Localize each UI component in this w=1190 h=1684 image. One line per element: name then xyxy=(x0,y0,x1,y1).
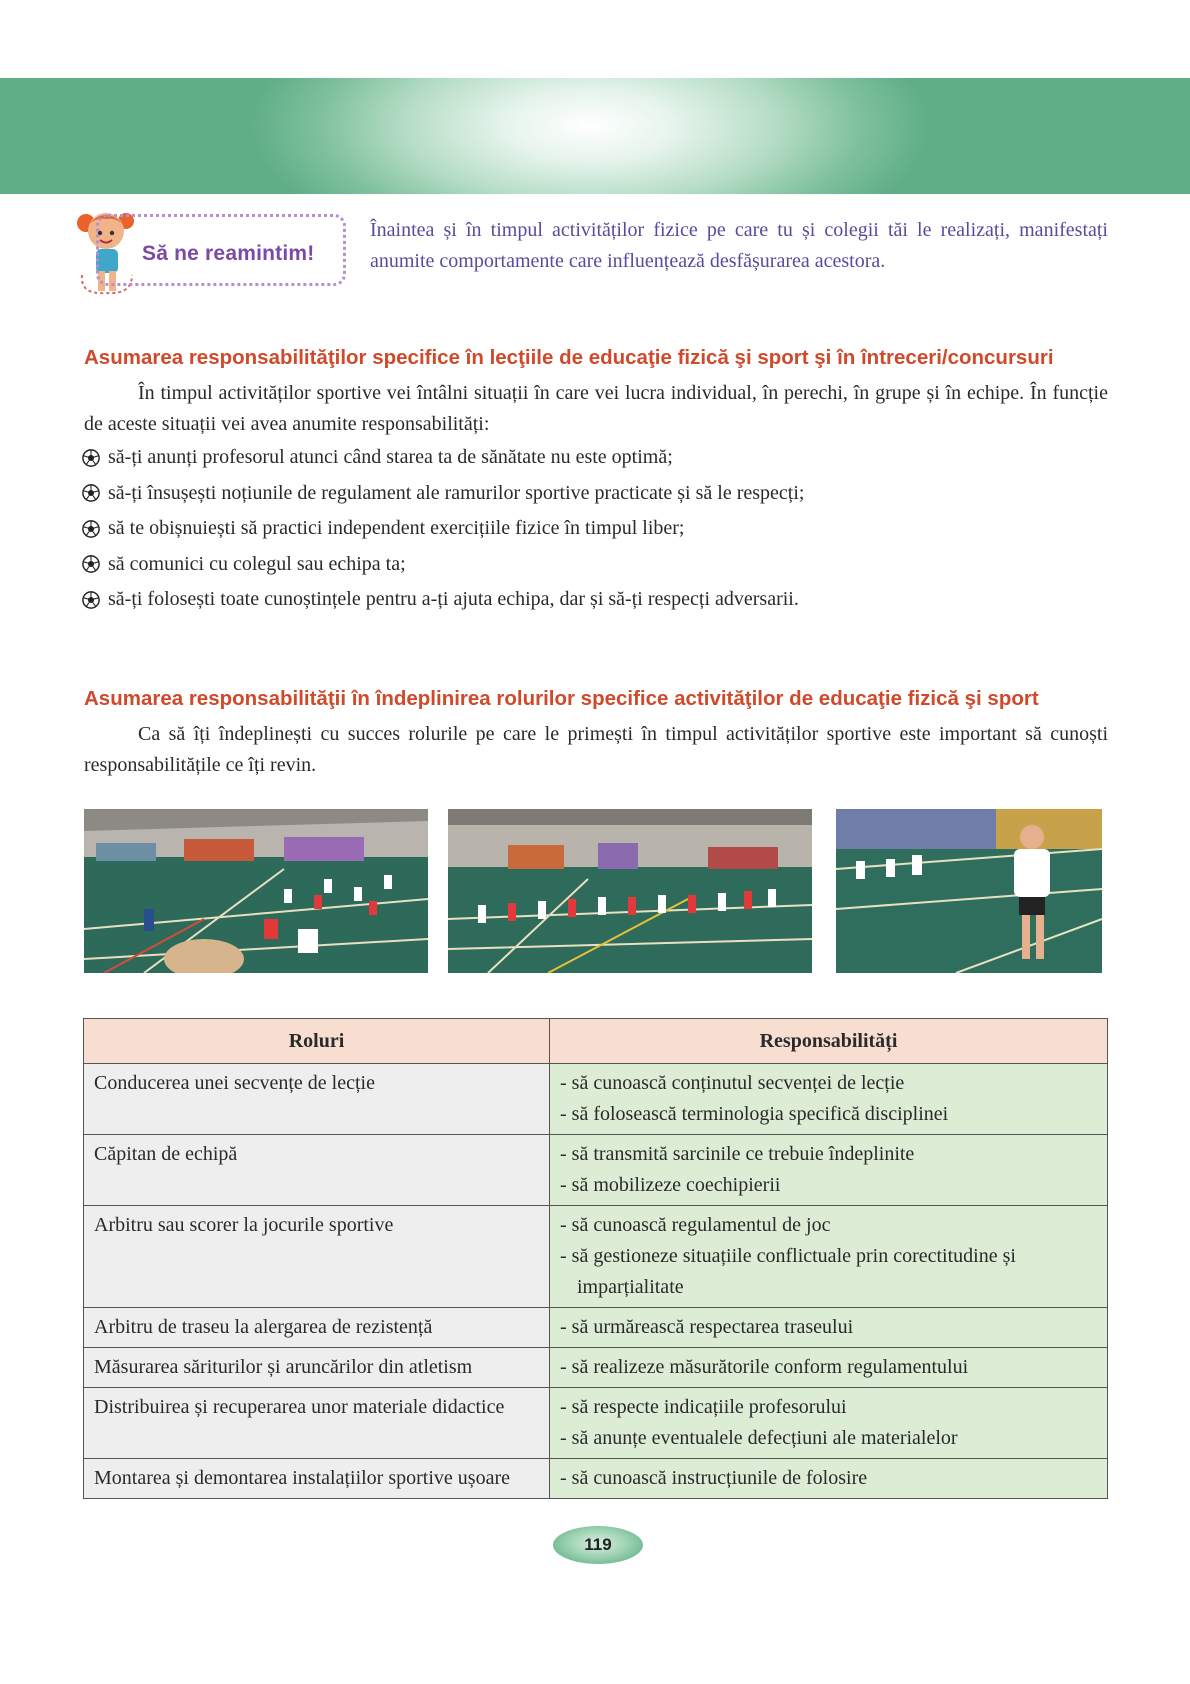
list-item-text: să comunici cu colegul sau echipa ta; xyxy=(108,552,406,575)
column-header-responsibilities: Responsabilități xyxy=(550,1019,1108,1064)
soccer-ball-icon xyxy=(82,449,100,467)
role-cell: Arbitru sau scorer la jocurile sportive xyxy=(84,1206,550,1308)
gym-photo-3 xyxy=(836,809,1102,973)
responsibility-item: - să cunoască regulamentul de joc xyxy=(560,1214,831,1236)
soccer-ball-icon xyxy=(82,520,100,538)
responsibility-cell xyxy=(550,1064,1108,1135)
roles-table xyxy=(83,1018,1108,1499)
header-banner xyxy=(0,78,1190,194)
reminder-title: Să ne reamintim! xyxy=(142,242,315,265)
reminder-text: Înaintea și în timpul activităților fizice pe care tu și colegii tăi le realizați, manifestați anumite comportamente care influențează desfășurarea acestora. xyxy=(370,219,1108,272)
role-cell: Conducerea unei secvențe de lecție xyxy=(84,1064,550,1135)
role-cell: Distribuirea și recuperarea unor materiale didactice xyxy=(84,1388,550,1459)
soccer-ball-icon xyxy=(82,591,100,609)
list-item xyxy=(82,547,1112,583)
responsibility-cell xyxy=(550,1388,1108,1459)
responsibility-item: - să transmită sarcinile ce trebuie îndeplinite xyxy=(560,1143,915,1165)
responsibilities-list xyxy=(82,440,1112,618)
section-intro-paragraph: Ca să îți îndeplinești cu succes rolurile pe care le primești în timpul activităților sportive este important să cunoști responsabilitățile ce îți revin. xyxy=(84,723,1108,776)
list-item xyxy=(82,440,1112,476)
responsibility-cell xyxy=(550,1308,1108,1348)
column-header-roles: Roluri xyxy=(84,1019,550,1064)
table-row xyxy=(84,1206,1108,1308)
role-cell: Măsurarea săriturilor și aruncărilor din atletism xyxy=(84,1348,550,1388)
table-row xyxy=(84,1459,1108,1499)
responsibility-item: - să mobilizeze coechipierii xyxy=(560,1174,781,1196)
responsibility-cell xyxy=(550,1206,1108,1308)
responsibility-item: - să realizeze măsurătorile conform regulamentului xyxy=(560,1356,969,1378)
list-item-text: să te obișnuiești să practici independent exercițiile fizice în timpul liber; xyxy=(108,517,685,540)
section-intro-paragraph: În timpul activităților sportive vei întâlni situații în care vei lucra individual, în perechi, în grupe și în echipe. În funcție de aceste situații vei avea anumite responsabilități: xyxy=(84,382,1108,435)
list-item xyxy=(82,511,1112,547)
table-row xyxy=(84,1388,1108,1459)
responsibility-cell xyxy=(550,1135,1108,1206)
section-heading-roles: Asumarea responsabilităţii în îndeplinirea rolurilor specifice activităţilor de educaţie fizică şi sport xyxy=(84,687,1039,710)
table-row xyxy=(84,1064,1108,1135)
role-cell: Căpitan de echipă xyxy=(84,1135,550,1206)
responsibility-item: - să folosească terminologia specifică disciplinei xyxy=(560,1103,949,1125)
gym-photo-1 xyxy=(84,809,428,973)
section-heading-responsibilities: Asumarea responsabilităţilor specifice în lecţiile de educaţie fizică şi sport şi în întreceri/concursuri xyxy=(84,346,1054,369)
responsibility-item: - să cunoască conținutul secvenței de lecție xyxy=(560,1072,905,1094)
responsibility-item: - să respecte indicațiile profesorului xyxy=(560,1396,847,1418)
table-row xyxy=(84,1135,1108,1206)
responsibility-cell xyxy=(550,1348,1108,1388)
responsibility-item: - să gestioneze situațiile conflictuale prin corectitudine și imparțialitate xyxy=(560,1245,1016,1298)
responsibility-item: - să cunoască instrucțiunile de folosire xyxy=(560,1467,868,1489)
responsibility-cell xyxy=(550,1459,1108,1499)
role-cell: Montarea și demontarea instalațiilor sportive ușoare xyxy=(84,1459,550,1499)
table-row xyxy=(84,1348,1108,1388)
page-number: 119 xyxy=(553,1526,643,1564)
responsibility-item: - să urmărească respectarea traseului xyxy=(560,1316,854,1338)
list-item-text: să-ți însușești noțiunile de regulament ale ramurilor sportive practicate și să le respecți; xyxy=(108,481,805,504)
gym-photo-2 xyxy=(448,809,812,973)
responsibility-item: - să anunțe eventualele defecțiuni ale materialelor xyxy=(560,1427,958,1449)
list-item-text: să-ți anunți profesorul atunci când starea ta de sănătate nu este optimă; xyxy=(108,446,673,469)
soccer-ball-icon xyxy=(82,484,100,502)
list-item xyxy=(82,476,1112,512)
soccer-ball-icon xyxy=(82,555,100,573)
table-row xyxy=(84,1308,1108,1348)
list-item xyxy=(82,582,1112,618)
list-item-text: să-ți folosești toate cunoștințele pentru a-ți ajuta echipa, dar și să-ți respecți adversarii. xyxy=(108,588,799,611)
role-cell: Arbitru de traseu la alergarea de rezistență xyxy=(84,1308,550,1348)
table-header-row xyxy=(84,1019,1108,1064)
